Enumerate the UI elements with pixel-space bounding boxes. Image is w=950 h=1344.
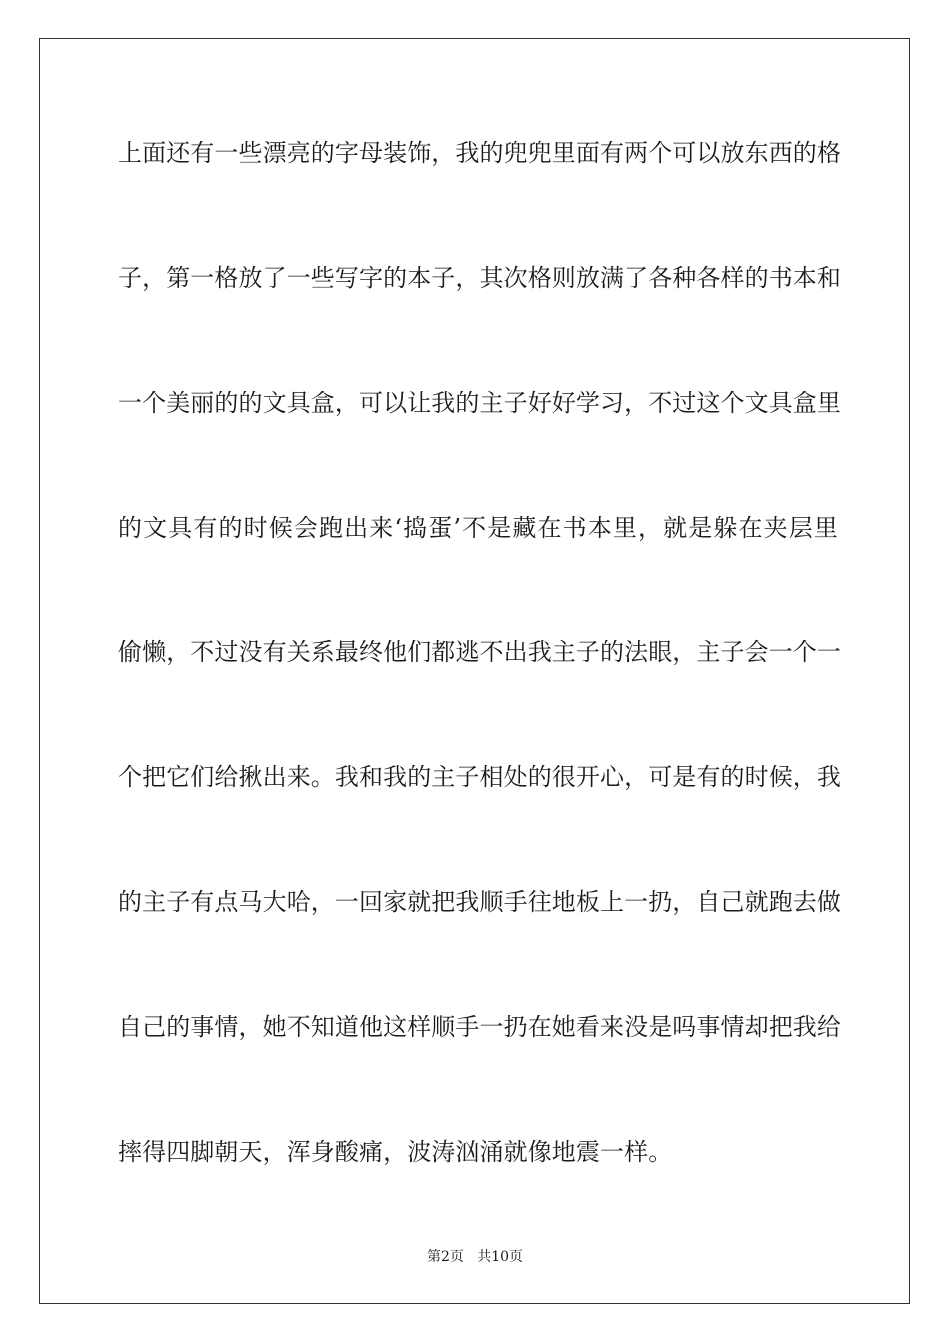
body-line-7: 的主子有点马大哈，一回家就把我顺手往地板上一扔，自己就跑去做 xyxy=(118,888,841,916)
page-number-footer: 第2页 共10页 xyxy=(426,1249,524,1265)
body-line-1: 上面还有一些漂亮的字母装饰，我的兜兜里面有两个可以放东西的格 xyxy=(118,139,841,167)
body-line-8: 自己的事情，她不知道他这样顺手一扔在她看来没是吗事情却把我给 xyxy=(118,1013,841,1041)
body-line-9: 摔得四脚朝天，浑身酸痛，波涛汹涌就像地震一样。 xyxy=(118,1138,673,1166)
body-line-5: 偷懒，不过没有关系最终他们都逃不出我主子的法眼，主子会一个一 xyxy=(118,638,841,666)
page-border xyxy=(39,38,910,1304)
body-line-2: 子，第一格放了一些写字的本子，其次格则放满了各种各样的书本和 xyxy=(118,264,841,292)
body-line-6: 个把它们给揪出来。我和我的主子相处的很开心，可是有的时候，我 xyxy=(118,763,841,791)
body-line-3: 一个美丽的的文具盒，可以让我的主子好好学习，不过这个文具盒里 xyxy=(118,389,841,417)
body-line-4: 的文具有的时候会跑出来‘捣蛋’不是藏在书本里，就是躲在夹层里 xyxy=(118,514,838,542)
